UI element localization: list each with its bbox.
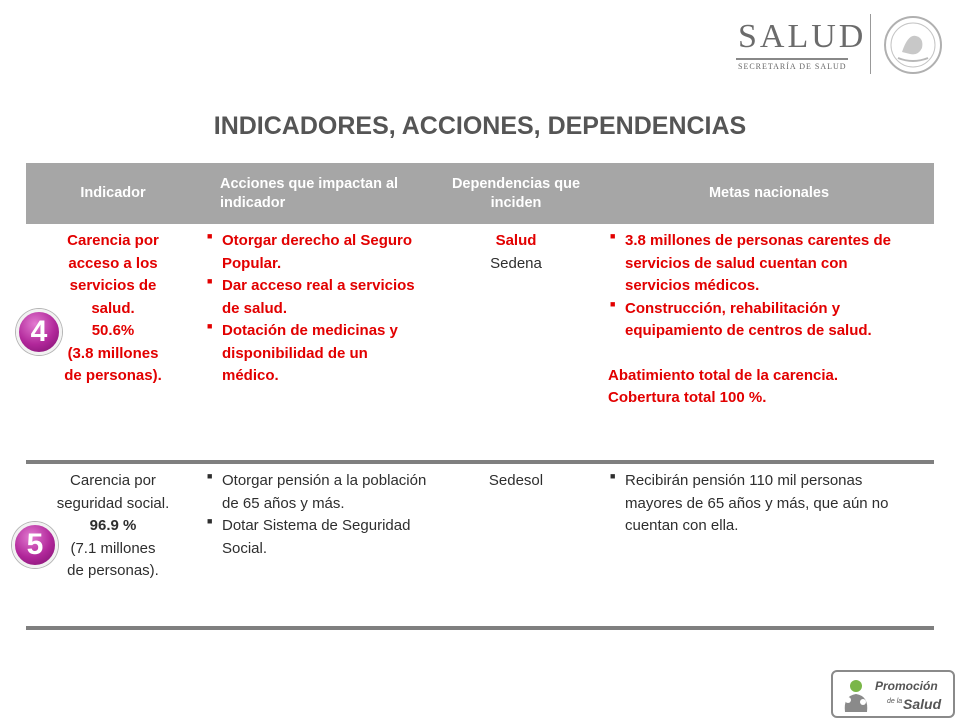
dependencia-sedena: Sedena (490, 254, 542, 272)
header-indicador: Indicador (80, 185, 146, 202)
indicador-line: acceso a los (68, 254, 158, 272)
number-badge-4: 4 (16, 309, 62, 355)
promocion-salud-logo (831, 670, 955, 718)
list-item: ■ Otorgar pensión a la población de 65 años y más. (205, 470, 428, 515)
indicador-line: salud. (91, 299, 135, 317)
acciones-cell (200, 464, 428, 626)
indicador-line: Carencia por (70, 472, 156, 489)
list-item: ■ Dotación de medicinas y disponibilidad de un médico. (205, 320, 428, 388)
indicador-percent: 50.6% (91, 322, 135, 339)
promocion-text: Promoción (875, 679, 938, 693)
dependencia-salud: Salud (495, 232, 537, 249)
indicador-line: seguridad social. (56, 494, 170, 512)
indicador-line: servicios de (69, 277, 157, 294)
dependencias-cell (428, 224, 604, 460)
indicador-line: de personas). (64, 367, 162, 384)
indicador-line: (7.1 millones (70, 539, 156, 557)
table-row-salud (26, 224, 934, 464)
metas-extra-line: Abatimiento total de la carencia. (608, 366, 839, 384)
list-item: ■ 3.8 millones de personas carentes de servicios de salud cuentan con servicios médicos. (608, 230, 916, 298)
page-title: INDICADORES, ACCIONES, DEPENDENCIAS (213, 112, 747, 140)
list-item: ■ Dar acceso real a servicios de salud. (205, 275, 428, 320)
salud-logo (712, 14, 952, 76)
mexico-seal-icon (880, 14, 946, 76)
number-badge-5: 5 (12, 522, 58, 568)
table-row-seguridad (26, 464, 934, 630)
indicador-percent: 96.9 % (89, 517, 137, 534)
indicador-line: de personas). (67, 562, 159, 579)
list-item: ■ Recibirán pensión 110 mil personas mayores de 65 años y más, que aún no cuentan con ella. (608, 470, 916, 538)
promocion-mark-icon (839, 676, 873, 714)
metas-extra (608, 365, 916, 410)
indicators-table (26, 163, 934, 630)
de-la-text: de la (887, 698, 903, 705)
salud-text: Salud (903, 696, 942, 712)
list-item: ■ Dotar Sistema de Seguridad Social. (205, 515, 428, 560)
list-item: ■ Construcción, rehabilitación y equipamiento de centros de salud. (608, 298, 916, 343)
header-dependencias: Dependencias que inciden (451, 175, 581, 211)
indicador-line: (3.8 millones (67, 344, 159, 362)
logo-divider (870, 14, 871, 74)
dependencias-cell (428, 464, 604, 626)
header-acciones: Acciones que impactan al indicador (220, 175, 399, 211)
salud-brand-text: SALUD (738, 18, 867, 55)
header-metas: Metas nacionales (708, 185, 830, 202)
salud-underline (736, 58, 848, 60)
metas-extra-line: Cobertura total 100 %. (608, 389, 767, 406)
dependencia-sedesol: Sedesol (488, 472, 544, 489)
metas-cell (604, 464, 934, 626)
list-item: ■ Otorgar derecho al Seguro Popular. (205, 230, 428, 275)
salud-subtitle: SECRETARÍA DE SALUD (738, 62, 847, 71)
metas-cell (604, 224, 934, 460)
acciones-cell (200, 224, 428, 460)
table-header (26, 163, 934, 224)
indicador-line: Carencia por (67, 232, 159, 249)
